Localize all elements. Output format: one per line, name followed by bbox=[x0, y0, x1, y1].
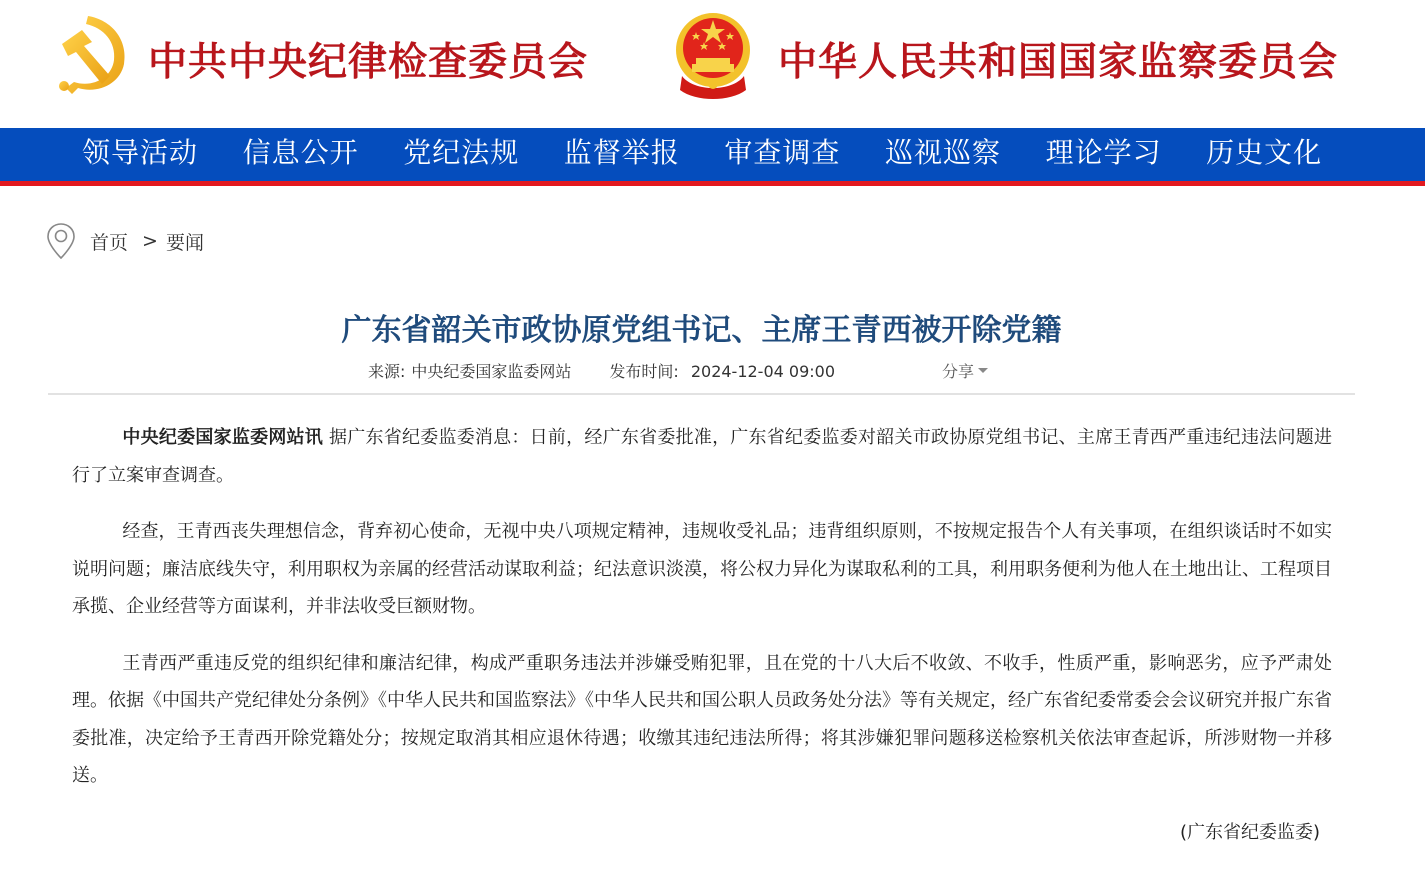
nav-item-history[interactable]: 历史文化 bbox=[1206, 136, 1323, 169]
nav-item-inspection[interactable]: 巡视巡察 bbox=[884, 136, 1001, 169]
publish-time-value: 2024-12-04 09:00 bbox=[690, 362, 836, 381]
article-meta bbox=[368, 358, 975, 386]
paragraph-text: 经查，王青西丧失理想信念，背弃初心使命，无视中央八项规定精神，违规收受礼品；违背组织原则，不按规定报告个人有关事项，在组织谈话时不如实说明问题；廉洁底线失守，利用职权为亲属的经营活动谋取利益；纪法意识淡漠，将公权力异化为谋取私利的工具，利用职务便利为他人在土地出让、工程项目承揽、企业经营等方面谋利，并非法收受巨额财物。 bbox=[72, 521, 1332, 617]
meta-divider bbox=[48, 393, 1355, 395]
breadcrumb-separator: > bbox=[142, 230, 158, 252]
share-label: 分享 bbox=[942, 362, 975, 381]
location-pin-icon bbox=[46, 222, 76, 260]
national-emblem-icon[interactable] bbox=[674, 10, 752, 100]
share-dropdown[interactable] bbox=[942, 358, 988, 386]
main-nav bbox=[0, 128, 1425, 181]
paragraph bbox=[72, 419, 1332, 494]
site-header bbox=[0, 0, 1425, 128]
nsc-title: 中华人民共和国国家监察委员会 bbox=[778, 39, 1339, 85]
paragraph bbox=[72, 513, 1332, 626]
breadcrumb-home-link[interactable]: 首页 bbox=[90, 231, 129, 254]
article-body bbox=[72, 419, 1332, 870]
paragraph-lead: 中央纪委国家监委网站讯 bbox=[122, 427, 324, 448]
breadcrumb-current-link[interactable]: 要闻 bbox=[165, 231, 204, 254]
cpc-ccdi-title: 中共中央纪律检查委员会 bbox=[148, 39, 589, 85]
paragraph-text: 王青西严重违反党的组织纪律和廉洁纪律，构成严重职务违法并涉嫌受贿犯罪，且在党的十八大后不收敛、不收手，性质严重，影响恶劣，应予严肃处理。依据《中国共产党纪律处分条例》《中华人民共和国监察法》《中华人民共和国公职人员政务处分法》等有关规定，经广东省纪委常委会会议研究并报广东省委批准，决定给予王青西开除党籍处分；按规定取消其相应退休待遇；收缴其违纪违法所得；将其涉嫌犯罪问题移送检察机关依法审查起诉，所涉财物一并移送。 bbox=[72, 652, 1332, 786]
nav-item-regulations[interactable]: 党纪法规 bbox=[403, 136, 520, 169]
nav-item-report[interactable]: 监督举报 bbox=[563, 136, 680, 169]
nav-item-investigation[interactable]: 审查调查 bbox=[724, 136, 841, 169]
article-signature: (广东省纪委监委) bbox=[1179, 821, 1320, 843]
article-title: 广东省韶关市政协原党组书记、主席王青西被开除党籍 bbox=[341, 313, 1062, 349]
nav-item-info-disclosure[interactable]: 信息公开 bbox=[242, 136, 359, 169]
source-label: 来源: bbox=[368, 362, 406, 381]
publish-time-label: 发布时间: bbox=[609, 362, 679, 381]
party-emblem-icon[interactable] bbox=[48, 10, 134, 96]
source-value: 中央纪委国家监委网站 bbox=[411, 362, 572, 381]
nav-item-leadership[interactable]: 领导活动 bbox=[82, 136, 199, 169]
paragraph-text: 据广东省纪委监委消息：日前，经广东省委批准，广东省纪委监委对韶关市政协原党组书记、主席王青西严重违纪违法问题进行了立案审查调查。 bbox=[72, 427, 1333, 486]
paragraph bbox=[72, 645, 1332, 795]
caret-down-icon bbox=[978, 368, 988, 373]
nav-item-theory[interactable]: 理论学习 bbox=[1045, 136, 1162, 169]
nav-red-stripe bbox=[0, 181, 1425, 186]
breadcrumb bbox=[46, 222, 204, 260]
